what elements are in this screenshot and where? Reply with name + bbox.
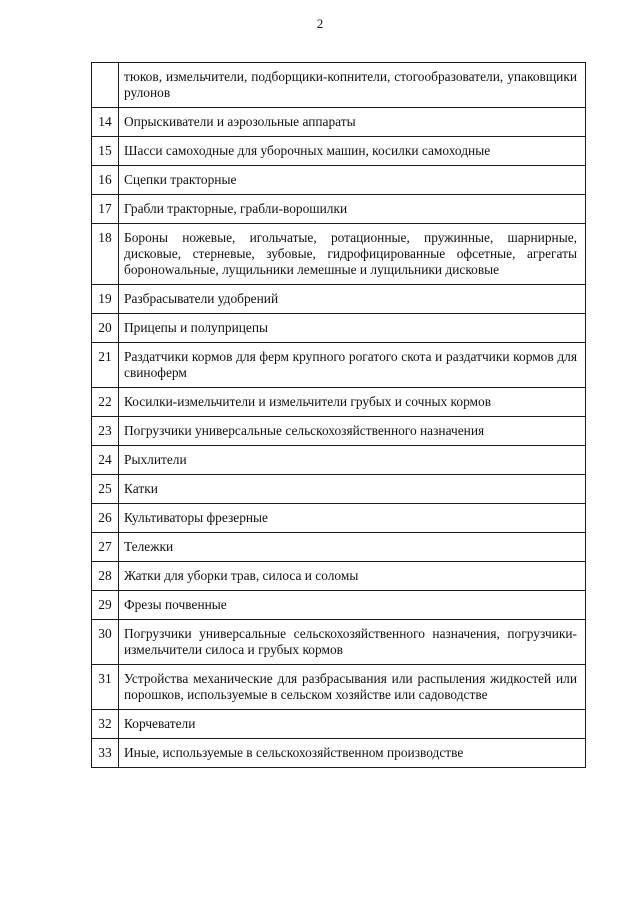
row-number: 21 bbox=[92, 343, 119, 388]
row-text: Погрузчики универсальные сельскохозяйственного назначения bbox=[119, 417, 586, 446]
row-number: 14 bbox=[92, 108, 119, 137]
row-text: Раздатчики кормов для ферм крупного рогатого скота и раздатчики кормов для свиноферм bbox=[119, 343, 586, 388]
row-text: Жатки для уборки трав, силоса и соломы bbox=[119, 562, 586, 591]
table-row bbox=[92, 504, 586, 533]
table-row bbox=[92, 137, 586, 166]
table-row bbox=[92, 314, 586, 343]
row-text: Катки bbox=[119, 475, 586, 504]
row-number: 32 bbox=[92, 710, 119, 739]
table-row bbox=[92, 710, 586, 739]
table-row bbox=[92, 417, 586, 446]
row-number: 15 bbox=[92, 137, 119, 166]
equipment-list-table bbox=[91, 62, 586, 768]
table-row bbox=[92, 446, 586, 475]
row-number: 19 bbox=[92, 285, 119, 314]
table-row bbox=[92, 591, 586, 620]
row-number: 30 bbox=[92, 620, 119, 665]
row-number: 28 bbox=[92, 562, 119, 591]
row-text: Культиваторы фрезерные bbox=[119, 504, 586, 533]
row-text: Тележки bbox=[119, 533, 586, 562]
table-row bbox=[92, 63, 586, 108]
row-number: 29 bbox=[92, 591, 119, 620]
row-number bbox=[92, 63, 119, 108]
table-row bbox=[92, 343, 586, 388]
row-number: 23 bbox=[92, 417, 119, 446]
row-number: 18 bbox=[92, 224, 119, 285]
row-number: 25 bbox=[92, 475, 119, 504]
row-number: 16 bbox=[92, 166, 119, 195]
row-text: Бороны ножевые, игольчатые, ротационные, пружинные, шарнирные, дисковые, стерневые, зубовые, гидрофицированные офсетные, агрегаты боронowальные, лущильники лемешные и лущильники дисковые bbox=[119, 224, 586, 285]
row-text: Корчеватели bbox=[119, 710, 586, 739]
row-text: Разбрасыватели удобрений bbox=[119, 285, 586, 314]
table-row bbox=[92, 475, 586, 504]
row-text: Прицепы и полуприцепы bbox=[119, 314, 586, 343]
row-number: 20 bbox=[92, 314, 119, 343]
row-number: 24 bbox=[92, 446, 119, 475]
row-number: 33 bbox=[92, 739, 119, 768]
row-number: 17 bbox=[92, 195, 119, 224]
row-text: Рыхлители bbox=[119, 446, 586, 475]
row-text: Косилки-измельчители и измельчители грубых и сочных кормов bbox=[119, 388, 586, 417]
row-number: 27 bbox=[92, 533, 119, 562]
table-row bbox=[92, 388, 586, 417]
table-row bbox=[92, 224, 586, 285]
row-text: Фрезы почвенные bbox=[119, 591, 586, 620]
row-text: Опрыскиватели и аэрозольные аппараты bbox=[119, 108, 586, 137]
table-row bbox=[92, 665, 586, 710]
row-text: тюков, измельчители, подборщики-копнители, стогообразователи, упаковщики рулонов bbox=[119, 63, 586, 108]
row-text: Сцепки тракторные bbox=[119, 166, 586, 195]
row-text: Грабли тракторные, грабли-ворошилки bbox=[119, 195, 586, 224]
row-text: Шасси самоходные для уборочных машин, косилки самоходные bbox=[119, 137, 586, 166]
table-row bbox=[92, 533, 586, 562]
table-row bbox=[92, 108, 586, 137]
table-row bbox=[92, 285, 586, 314]
row-number: 22 bbox=[92, 388, 119, 417]
row-number: 31 bbox=[92, 665, 119, 710]
table-row bbox=[92, 739, 586, 768]
row-text: Иные, используемые в сельскохозяйственном производстве bbox=[119, 739, 586, 768]
table-row bbox=[92, 562, 586, 591]
row-text: Устройства механические для разбрасывания или распыления жидкостей или порошков, используемые в сельском хозяйстве или садоводстве bbox=[119, 665, 586, 710]
table-row bbox=[92, 620, 586, 665]
page-number: 2 bbox=[316, 16, 324, 31]
table-row bbox=[92, 166, 586, 195]
table-row bbox=[92, 195, 586, 224]
row-text: Погрузчики универсальные сельскохозяйственного назначения, погрузчики-измельчители силоса и грубых кормов bbox=[119, 620, 586, 665]
row-number: 26 bbox=[92, 504, 119, 533]
